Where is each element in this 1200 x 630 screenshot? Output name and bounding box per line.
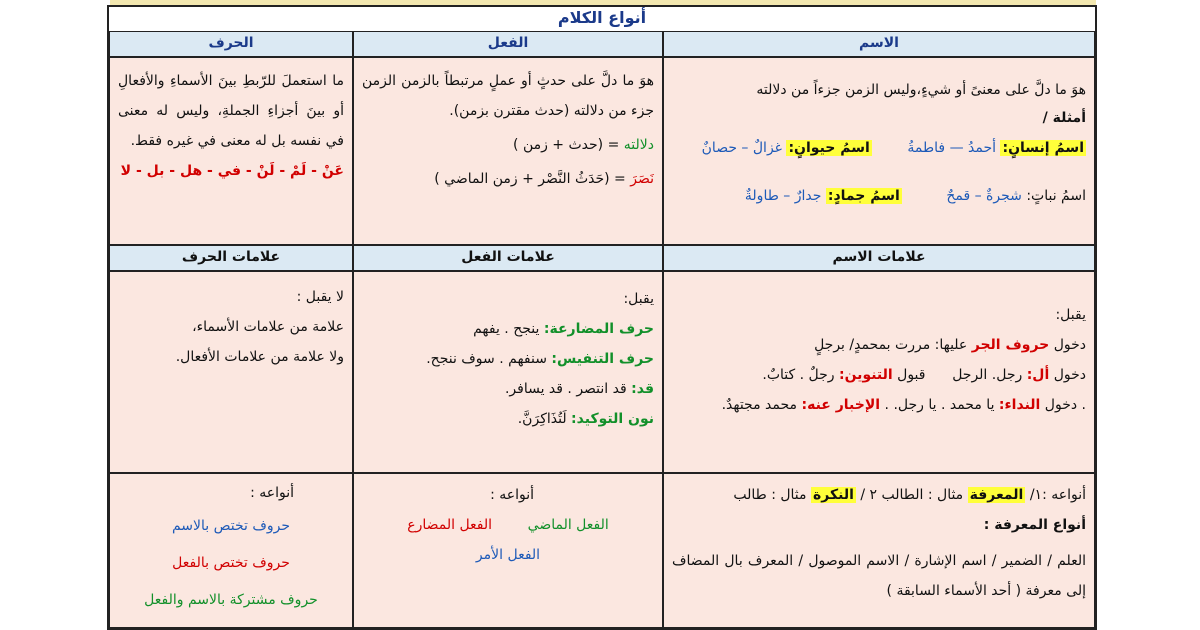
particle-definition-cell	[109, 57, 353, 245]
noun-examples-row-1	[672, 134, 1086, 162]
noun-types-prefix: أنواعه :١/	[1029, 487, 1086, 503]
verb-types-label: أنواعه :	[490, 487, 534, 503]
examples-label: أمثلة /	[1042, 110, 1086, 126]
noun-definition: هوَ ما دلَّ على معنىً أو شيءٍ،وليس الزمن جزءاً من دلالته	[756, 82, 1086, 98]
particle-sign-line-1: علامة من علامات الأسماء،	[192, 319, 344, 335]
particle-types-label: أنواعه :	[250, 485, 294, 501]
verb-types-row-1	[362, 510, 654, 540]
nida-keyword: النداء:	[998, 397, 1041, 413]
jar-prefix: دخول	[1053, 337, 1086, 353]
sign-tanfees	[362, 344, 654, 374]
object-noun-examples: جدارٌ – طاولةٌ	[744, 188, 822, 204]
tanfees-keyword: حرف التنفيس:	[551, 351, 654, 367]
tawkeed-examples: لَتُذَاكِرَنَّ.	[517, 411, 567, 427]
example-formula: = (حَدَثُ النَّصْر + زمن الماضي )	[434, 171, 626, 187]
sign-mudaraa	[362, 314, 654, 344]
tanween-keyword: التنوين:	[838, 367, 893, 383]
nakira-example: مثال : طالب	[733, 487, 807, 503]
marifa-label: المعرفة	[969, 487, 1024, 503]
ikhbar-keyword: الإخبار عنه:	[801, 397, 881, 413]
human-noun-examples: أحمدُ — فاطمةُ	[907, 140, 997, 156]
noun-specific-particles: حروف تختص بالاسم	[171, 518, 291, 534]
jar-keyword: حروف الجر	[971, 337, 1050, 353]
jar-rest: عليها: مررت بمحمدٍ/ برجلٍ	[814, 337, 968, 353]
verb-definition: هوَ ما دلَّ على حدثٍ أو عملٍ مرتبطاً بالزمن الزمن جزء من دلالته (حدث مقترن بزمن).	[362, 73, 654, 119]
object-noun-label: اسمُ جمادٍ:	[827, 188, 900, 204]
noun-types-line	[672, 480, 1086, 510]
grammar-table	[107, 5, 1097, 630]
particle-signs-cell	[109, 271, 353, 473]
mudaraa-keyword: حرف المضارعة:	[543, 321, 654, 337]
sign-nida-ikhbar	[672, 390, 1086, 420]
meaning-label: دلالته	[623, 137, 654, 153]
verb-meaning-line	[362, 130, 654, 160]
header-verb: الفعل	[353, 31, 663, 57]
mudaraa-examples: ينجح . يفهم	[473, 321, 540, 337]
header-verb-signs: علامات الفعل	[353, 245, 663, 271]
present-verb: الفعل المضارع	[407, 517, 493, 533]
plant-noun-examples: شجرةٌ – قمحٌ	[946, 188, 1022, 204]
marifa-types-label: أنواع المعرفة :	[983, 517, 1086, 533]
qad-keyword: قد:	[631, 381, 654, 397]
particle-types-cell	[109, 473, 353, 628]
marifa-example: مثال : الطالب ٢ /	[860, 487, 964, 503]
sign-tawkeed	[362, 404, 654, 434]
nida-prefix: . دخول	[1044, 397, 1086, 413]
verb-accepts-label: يقبل:	[623, 291, 654, 307]
sign-jar	[672, 330, 1086, 360]
not-accepts-label: لا يقبل :	[296, 289, 344, 305]
tawkeed-keyword: نون التوكيد:	[571, 411, 654, 427]
verb-types-cell	[353, 473, 663, 628]
verb-example-line	[362, 164, 654, 194]
header-particle-signs: علامات الحرف	[109, 245, 353, 271]
tanween-rest: رجلٌ . كتابٌ.	[762, 367, 835, 383]
verb-specific-particles: حروف تختص بالفعل	[172, 555, 290, 571]
header-noun-signs: علامات الاسم	[663, 245, 1095, 271]
noun-definition-cell	[663, 57, 1095, 245]
tanfees-examples: سنفهم . سوف ننجح.	[426, 351, 547, 367]
imperative-verb: الفعل الأمر	[475, 547, 541, 563]
particle-sign-line-2: ولا علامة من علامات الأفعال.	[175, 349, 344, 365]
nida-rest: يا محمد . يا رجل.	[893, 397, 995, 413]
sign-qad	[362, 374, 654, 404]
noun-types-cell	[663, 473, 1095, 628]
ikhbar-rest: محمد مجتهدٌ.	[721, 397, 798, 413]
example-word: نَصَرَ	[630, 171, 654, 187]
particle-definition: ما استعملَ للرّبطِ بينَ الأسماءِ والأفعالِ أو بينَ أجزاءِ الجملةِ، وليس له معنى في نفسه بل له معنى في غيره فقط.	[118, 73, 344, 149]
human-noun-label: اسمُ إنسانٍ:	[1002, 140, 1084, 156]
al-keyword: أل:	[1026, 367, 1050, 383]
noun-signs-cell	[663, 271, 1095, 473]
verb-signs-cell	[353, 271, 663, 473]
shared-particles: حروف مشتركة بالاسم والفعل	[144, 592, 318, 608]
tanween-prefix: قبول	[897, 367, 926, 383]
plant-noun-label: اسمُ نباتٍ:	[1026, 188, 1086, 204]
al-rest: رجل. الرجل	[952, 367, 1023, 383]
past-verb: الفعل الماضي	[527, 517, 609, 533]
sign-al-tanween	[672, 360, 1086, 390]
page-title: أنواع الكلام	[557, 8, 647, 27]
particle-examples: عَنْ - لَمْ - لَنْ - في - هل - بل - لا	[120, 163, 344, 179]
animal-noun-label: اسمُ حيوانٍ:	[788, 140, 870, 156]
qad-examples: قد انتصر . قد يسافر.	[504, 381, 627, 397]
accepts-label: يقبل:	[1055, 307, 1086, 323]
meaning-formula: = (حدث + زمن )	[513, 137, 620, 153]
header-noun: الاسم	[663, 31, 1095, 57]
verb-definition-cell	[353, 57, 663, 245]
nakira-label: النكرة	[812, 487, 854, 503]
al-prefix: دخول	[1053, 367, 1086, 383]
marifa-types-text: العلم / الضمير / اسم الإشارة / الاسم الموصول / المعرف بال المضاف إلى معرفة ( أحد الأسماء السابقة )	[672, 553, 1086, 599]
animal-noun-examples: غزالٌ – حصانٌ	[701, 140, 782, 156]
noun-examples-row-2	[672, 182, 1086, 210]
ikhbar-prefix: .	[884, 397, 889, 413]
header-particle: الحرف	[109, 31, 353, 57]
